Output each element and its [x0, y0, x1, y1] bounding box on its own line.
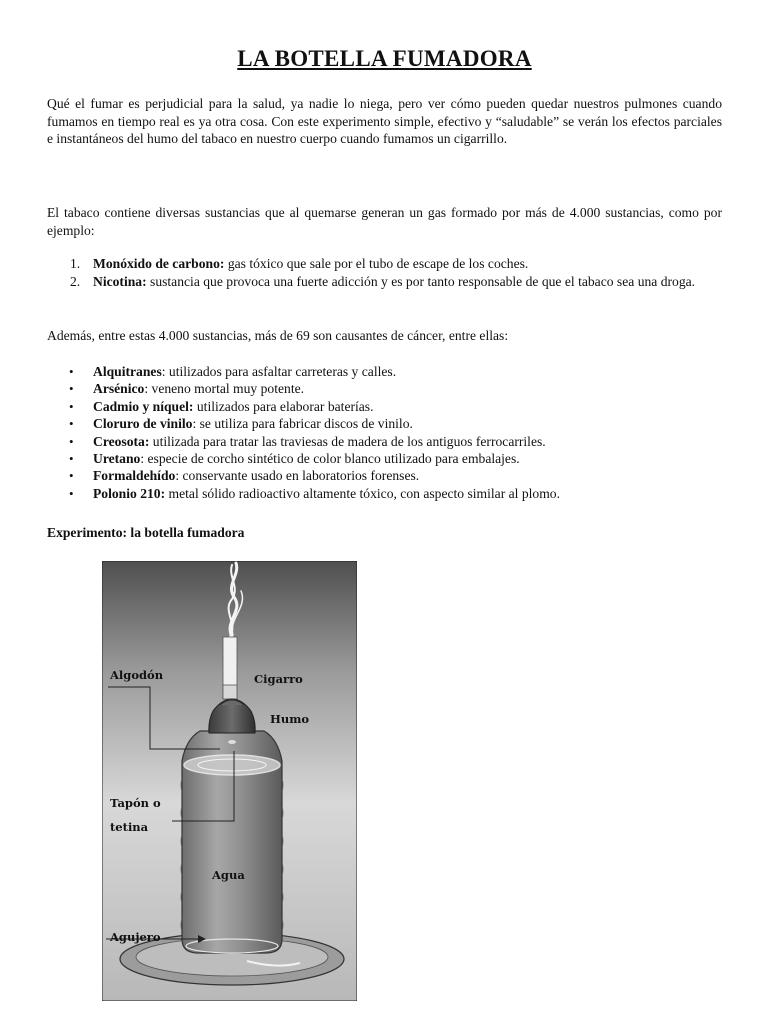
- bottle: [181, 731, 283, 953]
- list-text: utilizados para elaborar baterías.: [193, 398, 374, 414]
- list-term: Alquitranes: [93, 364, 162, 379]
- label-tetina: tetina: [110, 820, 149, 834]
- bullet-icon: •: [69, 451, 74, 467]
- list-term: Formaldehído: [93, 468, 176, 484]
- list-text: metal sólido radioactivo altamente tóxico, con aspecto similar al plomo.: [165, 485, 560, 501]
- intro-paragraph: Qué el fumar es perjudicial para la salud, ya nadie lo niega, pero ver cómo pueden quedar nuestros pulmones cuando fumamos en tiempo real es ya otra cosa. Con este experimento simple, efectivo y “saludable” se verán los efectos parciales e instantáneos del humo del tabaco en nuestro cuerpo cuando fumamos un cigarrillo.: [47, 96, 722, 146]
- list-item: [47, 380, 722, 397]
- page-title: LA BOTELLA FUMADORA: [237, 46, 532, 71]
- list-term: Nicotina:: [93, 273, 147, 289]
- label-agua: Agua: [212, 868, 245, 882]
- experiment-heading-text: Experimento: la botella fumadora: [47, 525, 245, 540]
- experiment-heading: [47, 524, 722, 542]
- label-cigarro: Cigarro: [254, 672, 303, 686]
- bullet-icon: •: [69, 398, 74, 414]
- bullet-icon: •: [69, 485, 74, 501]
- list-term: Polonio 210:: [93, 485, 166, 501]
- label-humo: Humo: [270, 712, 310, 726]
- list-item: [47, 450, 722, 467]
- list-text: : veneno mortal muy potente.: [144, 381, 305, 397]
- carcinogens-paragraph: Además, entre estas 4.000 sustancias, más de 69 son causantes de cáncer, entre ellas:: [47, 328, 509, 343]
- list-item: [47, 433, 722, 450]
- list-text: gas tóxico que sale por el tubo de escape de los coches.: [224, 256, 529, 271]
- bullet-icon: •: [69, 381, 74, 397]
- smoking-bottle-figure: [102, 561, 357, 1001]
- list-item: [47, 485, 722, 502]
- bullet-list: [47, 363, 722, 502]
- list-item: [47, 255, 722, 273]
- list-item: [47, 363, 722, 380]
- list-text: : conservante usado en laboratorios forenses.: [175, 468, 420, 484]
- bullet-icon: •: [69, 433, 74, 449]
- label-agujero: Agujero: [110, 930, 161, 944]
- list-item: [47, 398, 722, 415]
- bullet-icon: •: [69, 416, 74, 432]
- list-number: 2.: [70, 273, 81, 289]
- bullet-icon: •: [69, 364, 74, 379]
- cigarette: [223, 637, 237, 699]
- list-term: Cadmio y níquel:: [93, 398, 194, 414]
- list-text: : especie de corcho sintético de color blanco utilizado para embalajes.: [140, 451, 520, 467]
- list-text: sustancia que provoca una fuerte adicción y es por tanto responsable de que el tabaco sea una droga.: [146, 273, 696, 289]
- list-number: 1.: [70, 256, 81, 271]
- list-term: Cloruro de vinilo: [93, 416, 193, 432]
- list-term: Arsénico: [93, 381, 145, 397]
- list-item: [47, 273, 722, 291]
- list-text: : utilizados para asfaltar carreteras y calles.: [161, 364, 397, 379]
- bullet-icon: •: [69, 468, 74, 484]
- numbered-list: [47, 255, 722, 290]
- list-term: Monóxido de carbono:: [93, 256, 225, 271]
- list-item: [47, 415, 722, 432]
- list-term: Uretano: [93, 451, 141, 467]
- label-tapon: Tapón o: [110, 796, 161, 810]
- list-text: : se utiliza para fabricar discos de vinilo.: [192, 416, 413, 432]
- substances-paragraph: El tabaco contiene diversas sustancias que al quemarse generan un gas formado por más de 4.000 sustancias, como por ejemplo:: [47, 205, 722, 238]
- list-item: [47, 467, 722, 484]
- label-algodon: Algodón: [110, 668, 164, 682]
- list-term: Creosota:: [93, 433, 150, 449]
- list-text: utilizada para tratar las traviesas de madera de los antiguos ferrocarriles.: [149, 433, 546, 449]
